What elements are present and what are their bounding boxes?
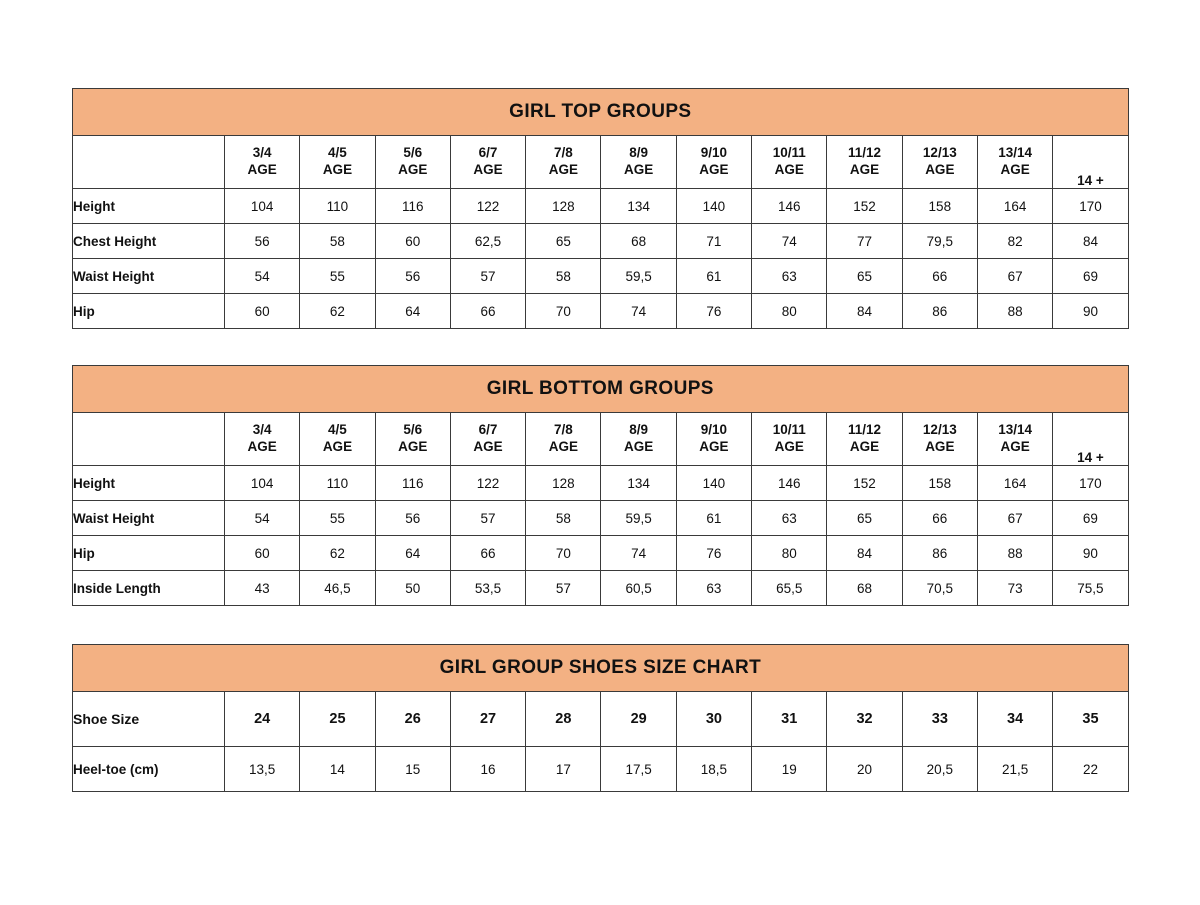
table-row — [73, 189, 1129, 224]
column-header-unit: AGE — [925, 439, 955, 454]
table-cell: 16 — [450, 747, 525, 792]
column-header: 31 — [752, 692, 827, 747]
column-header — [977, 136, 1052, 189]
column-header-unit: AGE — [1000, 439, 1030, 454]
column-header — [977, 413, 1052, 466]
table-cell: 110 — [300, 189, 375, 224]
table-cell: 15 — [375, 747, 450, 792]
table-cell: 84 — [1053, 224, 1128, 259]
table-cell: 128 — [526, 189, 601, 224]
column-header-unit: AGE — [473, 439, 503, 454]
column-header — [375, 136, 450, 189]
column-header-unit: AGE — [473, 162, 503, 177]
table-cell: 43 — [225, 571, 300, 606]
table-girl-top-groups — [72, 88, 1129, 329]
table-cell: 74 — [601, 536, 676, 571]
table-cell: 58 — [300, 224, 375, 259]
table-cell: 76 — [676, 294, 751, 329]
column-header: 30 — [676, 692, 751, 747]
column-header-size: 8/9 — [629, 145, 649, 161]
table-cell: 13,5 — [225, 747, 300, 792]
table-cell: 20,5 — [902, 747, 977, 792]
table-cell: 19 — [752, 747, 827, 792]
column-header — [827, 136, 902, 189]
column-header-size: 5/6 — [403, 145, 423, 161]
column-header: 28 — [526, 692, 601, 747]
table-cell: 170 — [1053, 466, 1128, 501]
column-header: 25 — [300, 692, 375, 747]
table-cell: 55 — [300, 259, 375, 294]
table-cell: 17,5 — [601, 747, 676, 792]
column-header-size: 13/14 — [998, 145, 1033, 161]
table-cell: 134 — [601, 466, 676, 501]
table-cell: 152 — [827, 189, 902, 224]
column-header — [676, 136, 751, 189]
table-cell: 164 — [977, 466, 1052, 501]
table-cell: 20 — [827, 747, 902, 792]
table-cell: 158 — [902, 466, 977, 501]
table-cell: 140 — [676, 466, 751, 501]
column-header-size: 6/7 — [478, 422, 498, 438]
table-cell: 66 — [902, 259, 977, 294]
column-header: 35 — [1053, 692, 1128, 747]
table-cell: 152 — [827, 466, 902, 501]
table-row — [73, 259, 1129, 294]
table-row — [73, 536, 1129, 571]
table-title: GIRL BOTTOM GROUPS — [73, 366, 1129, 413]
column-header-unit: AGE — [624, 162, 654, 177]
row-label: Waist Height — [73, 259, 225, 294]
column-header-unit: AGE — [699, 162, 729, 177]
table-cell: 65,5 — [752, 571, 827, 606]
row-label: Chest Height — [73, 224, 225, 259]
row-label: Height — [73, 189, 225, 224]
column-header-size: 8/9 — [629, 422, 649, 438]
row-label: Heel-toe (cm) — [73, 747, 225, 792]
table-cell: 46,5 — [300, 571, 375, 606]
table-cell: 55 — [300, 501, 375, 536]
column-header-unit: AGE — [398, 439, 428, 454]
table-cell: 104 — [225, 189, 300, 224]
table-girl-group-shoes-size-chart — [72, 644, 1129, 792]
table-cell: 82 — [977, 224, 1052, 259]
table-row — [73, 501, 1129, 536]
table-cell: 80 — [752, 294, 827, 329]
column-header-unit: AGE — [548, 162, 578, 177]
table-cell: 67 — [977, 501, 1052, 536]
table-cell: 70 — [526, 536, 601, 571]
table-title-row — [73, 89, 1129, 136]
column-header-unit: AGE — [925, 162, 955, 177]
table-cell: 60,5 — [601, 571, 676, 606]
row-label: Height — [73, 466, 225, 501]
column-header — [225, 136, 300, 189]
table-row — [73, 466, 1129, 501]
column-header — [601, 136, 676, 189]
column-header: 14 + — [1053, 413, 1128, 466]
column-header: 26 — [375, 692, 450, 747]
table-header-row — [73, 136, 1129, 189]
column-header-unit: AGE — [247, 439, 277, 454]
table-cell: 67 — [977, 259, 1052, 294]
column-header — [601, 413, 676, 466]
column-header-size: 9/10 — [700, 145, 728, 161]
column-header-unit: AGE — [322, 162, 353, 177]
table-cell: 64 — [375, 536, 450, 571]
table-cell: 62,5 — [450, 224, 525, 259]
table-cell: 134 — [601, 189, 676, 224]
table-cell: 21,5 — [977, 747, 1052, 792]
column-header-size: 3/4 — [252, 422, 272, 438]
table-spacer — [72, 606, 1128, 644]
table-cell: 68 — [601, 224, 676, 259]
column-header — [300, 413, 375, 466]
table-cell: 66 — [450, 294, 525, 329]
table-cell: 90 — [1053, 294, 1128, 329]
column-header — [752, 136, 827, 189]
column-header: 34 — [977, 692, 1052, 747]
table-title-row — [73, 366, 1129, 413]
column-header — [375, 413, 450, 466]
table-cell: 65 — [827, 259, 902, 294]
table-cell: 22 — [1053, 747, 1128, 792]
column-header-unit: AGE — [849, 439, 880, 454]
column-header-unit: AGE — [774, 162, 804, 177]
table-cell: 53,5 — [450, 571, 525, 606]
table-cell: 59,5 — [601, 501, 676, 536]
table-cell: 73 — [977, 571, 1052, 606]
table-cell: 104 — [225, 466, 300, 501]
table-cell: 84 — [827, 536, 902, 571]
table-cell: 170 — [1053, 189, 1128, 224]
table-cell: 68 — [827, 571, 902, 606]
column-header: 14 + — [1053, 136, 1128, 189]
table-cell: 90 — [1053, 536, 1128, 571]
column-header-unit: AGE — [624, 439, 654, 454]
column-header-size: 6/7 — [478, 145, 498, 161]
column-header-size: 3/4 — [252, 145, 272, 161]
table-cell: 61 — [676, 501, 751, 536]
table-cell: 60 — [225, 294, 300, 329]
row-label: Waist Height — [73, 501, 225, 536]
column-header-size: 4/5 — [328, 422, 347, 438]
column-header-size: 9/10 — [700, 422, 728, 438]
column-header — [526, 136, 601, 189]
table-cell: 58 — [526, 259, 601, 294]
table-cell: 69 — [1053, 259, 1128, 294]
table-cell: 57 — [450, 501, 525, 536]
table-cell: 56 — [225, 224, 300, 259]
table-cell: 86 — [902, 294, 977, 329]
table-cell: 65 — [827, 501, 902, 536]
row-label: Hip — [73, 536, 225, 571]
table-cell: 80 — [752, 536, 827, 571]
table-cell: 54 — [225, 501, 300, 536]
column-header — [450, 413, 525, 466]
table-cell: 60 — [375, 224, 450, 259]
table-cell: 71 — [676, 224, 751, 259]
table-header-row — [73, 413, 1129, 466]
table-title-row — [73, 645, 1129, 692]
column-header-unit: AGE — [1000, 162, 1030, 177]
column-header-size: 11/12 — [848, 145, 882, 161]
table-cell: 122 — [450, 189, 525, 224]
table-cell: 63 — [676, 571, 751, 606]
table-cell: 56 — [375, 259, 450, 294]
column-header — [526, 413, 601, 466]
column-header — [676, 413, 751, 466]
table-cell: 62 — [300, 536, 375, 571]
table-cell: 65 — [526, 224, 601, 259]
column-header — [752, 413, 827, 466]
table-cell: 88 — [977, 536, 1052, 571]
column-header-size: 11/12 — [848, 422, 882, 438]
column-header-size: 5/6 — [403, 422, 423, 438]
table-cell: 75,5 — [1053, 571, 1128, 606]
column-header-size: 7/8 — [553, 422, 573, 438]
table-cell: 88 — [977, 294, 1052, 329]
table-row — [73, 747, 1129, 792]
table-cell: 146 — [752, 466, 827, 501]
table-cell: 14 — [300, 747, 375, 792]
header-blank-cell — [73, 413, 225, 466]
column-header — [827, 413, 902, 466]
table-cell: 70 — [526, 294, 601, 329]
table-cell: 110 — [300, 466, 375, 501]
column-header-unit: AGE — [247, 162, 277, 177]
row-label: Inside Length — [73, 571, 225, 606]
table-cell: 60 — [225, 536, 300, 571]
column-header-size: 13/14 — [998, 422, 1033, 438]
table-cell: 116 — [375, 466, 450, 501]
column-header — [225, 413, 300, 466]
table-cell: 50 — [375, 571, 450, 606]
table-cell: 63 — [752, 501, 827, 536]
column-header-unit: AGE — [322, 439, 353, 454]
table-row — [73, 294, 1129, 329]
row-label: Shoe Size — [73, 692, 225, 747]
column-header: 24 — [225, 692, 300, 747]
column-header-unit: AGE — [398, 162, 428, 177]
column-header — [902, 136, 977, 189]
column-header: 27 — [450, 692, 525, 747]
table-cell: 74 — [752, 224, 827, 259]
column-header-unit: AGE — [548, 439, 578, 454]
table-cell: 74 — [601, 294, 676, 329]
table-cell: 116 — [375, 189, 450, 224]
column-header: 29 — [601, 692, 676, 747]
table-cell: 70,5 — [902, 571, 977, 606]
table-title: GIRL GROUP SHOES SIZE CHART — [73, 645, 1129, 692]
table-row — [73, 224, 1129, 259]
table-cell: 128 — [526, 466, 601, 501]
table-cell: 164 — [977, 189, 1052, 224]
row-label: Hip — [73, 294, 225, 329]
table-cell: 58 — [526, 501, 601, 536]
column-header-size: 10/11 — [772, 422, 806, 438]
table-cell: 57 — [526, 571, 601, 606]
table-cell: 64 — [375, 294, 450, 329]
table-cell: 54 — [225, 259, 300, 294]
column-header-unit: AGE — [774, 439, 804, 454]
table-girl-bottom-groups — [72, 365, 1129, 606]
column-header — [902, 413, 977, 466]
table-spacer — [72, 329, 1128, 365]
table-cell: 76 — [676, 536, 751, 571]
column-header-size: 12/13 — [922, 145, 957, 161]
column-header: 33 — [902, 692, 977, 747]
column-header-size: 4/5 — [328, 145, 347, 161]
table-row — [73, 571, 1129, 606]
table-cell: 79,5 — [902, 224, 977, 259]
column-header-unit: AGE — [849, 162, 880, 177]
table-cell: 57 — [450, 259, 525, 294]
table-cell: 59,5 — [601, 259, 676, 294]
table-cell: 146 — [752, 189, 827, 224]
column-header: 32 — [827, 692, 902, 747]
column-header-size: 7/8 — [553, 145, 573, 161]
table-cell: 84 — [827, 294, 902, 329]
table-header-row — [73, 692, 1129, 747]
table-cell: 56 — [375, 501, 450, 536]
table-cell: 63 — [752, 259, 827, 294]
header-blank-cell — [73, 136, 225, 189]
table-cell: 69 — [1053, 501, 1128, 536]
column-header — [300, 136, 375, 189]
table-cell: 158 — [902, 189, 977, 224]
table-cell: 17 — [526, 747, 601, 792]
table-cell: 62 — [300, 294, 375, 329]
column-header — [450, 136, 525, 189]
table-title: GIRL TOP GROUPS — [73, 89, 1129, 136]
column-header-unit: AGE — [699, 439, 729, 454]
column-header-size: 12/13 — [922, 422, 957, 438]
column-header-size: 10/11 — [772, 145, 806, 161]
table-cell: 122 — [450, 466, 525, 501]
table-cell: 86 — [902, 536, 977, 571]
table-cell: 140 — [676, 189, 751, 224]
table-cell: 77 — [827, 224, 902, 259]
table-cell: 66 — [450, 536, 525, 571]
table-cell: 18,5 — [676, 747, 751, 792]
table-cell: 66 — [902, 501, 977, 536]
table-cell: 61 — [676, 259, 751, 294]
